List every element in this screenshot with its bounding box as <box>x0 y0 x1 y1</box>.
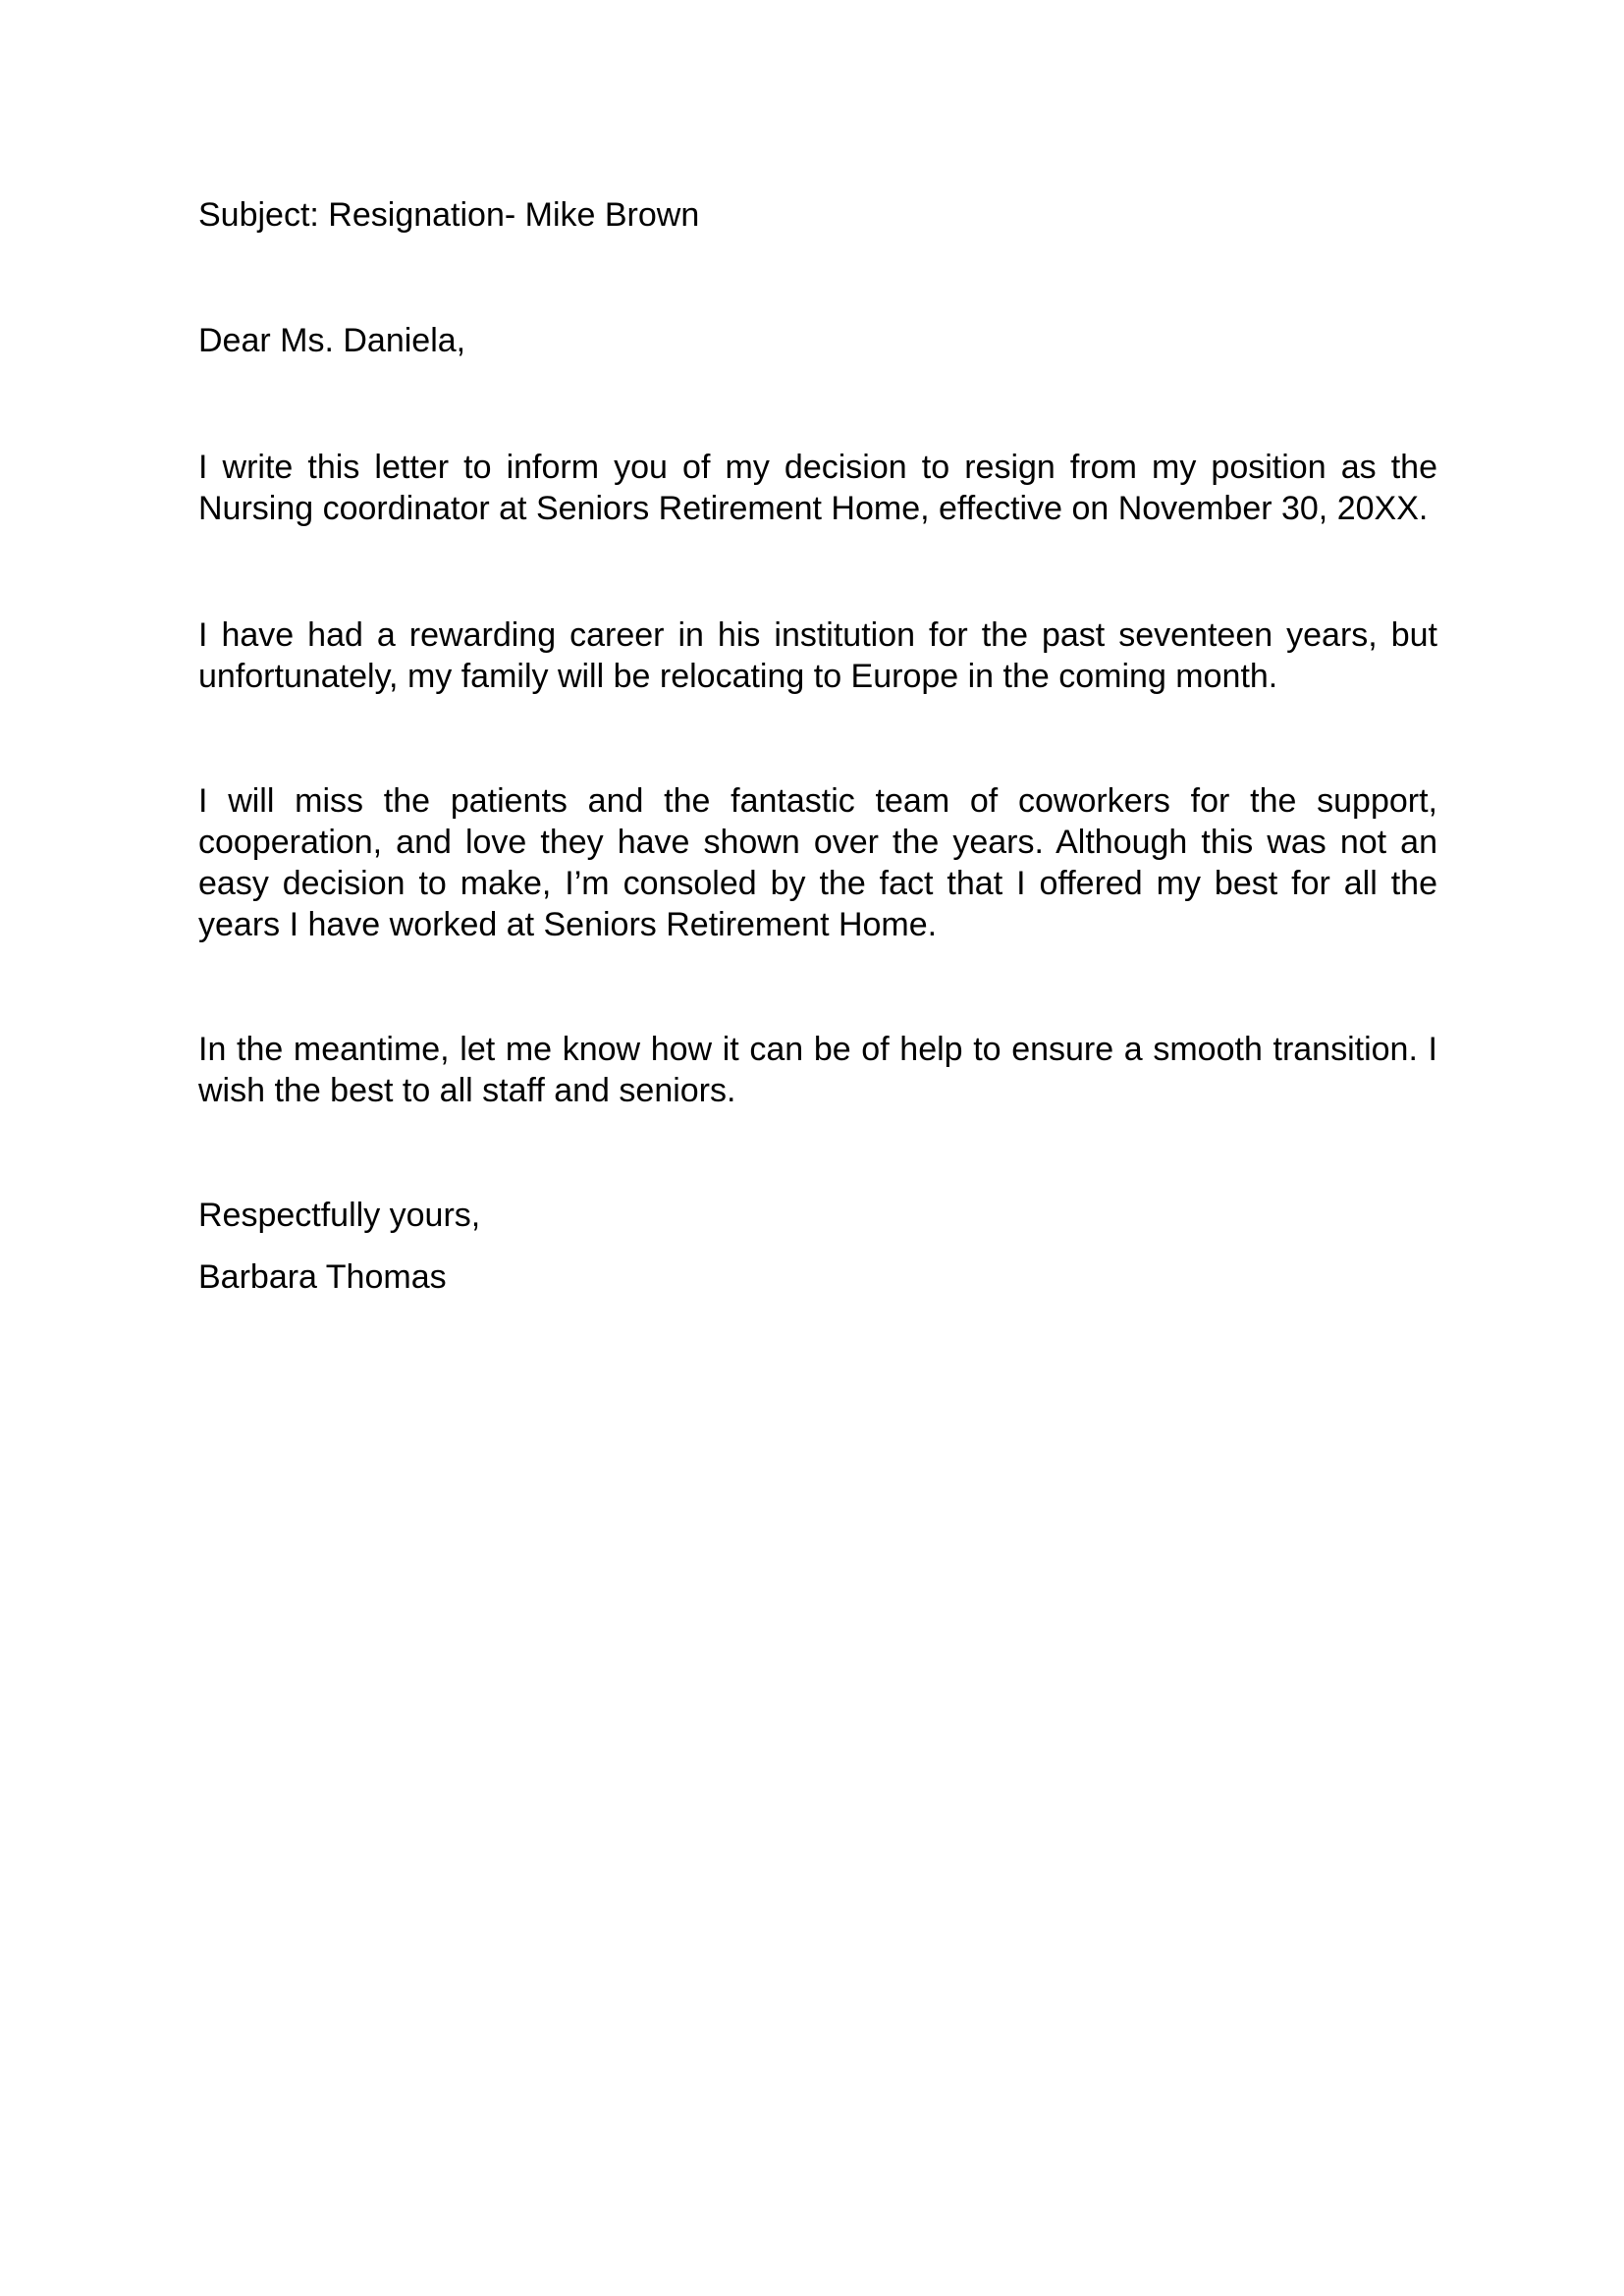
signature-name: Barbara Thomas <box>198 1258 447 1296</box>
body-paragraph-1: I write this letter to inform you of my decision to resign from my position as the Nursing coordinator at Seniors Retirement Home, effective on November 30, 20XX. <box>198 449 1437 527</box>
salutation: Dear Ms. Daniela, <box>198 322 466 359</box>
subject-line: Subject: Resignation- Mike Brown <box>198 196 700 234</box>
closing: Respectfully yours, <box>198 1197 481 1234</box>
body-paragraph-4: In the meantime, let me know how it can be of help to ensure a smooth transition. I wish the best to all staff and seniors. <box>198 1031 1437 1109</box>
body-paragraph-3: I will miss the patients and the fantastic team of coworkers for the support, cooperation, and love they have shown over the years. Although this was not an easy decision to make, I’m consoled by the fact that I offered my best for all the years I have worked at Seniors Retirement Home. <box>198 782 1437 943</box>
body-paragraph-2: I have had a rewarding career in his institution for the past seventeen years, but unfortunately, my family will be relocating to Europe in the coming month. <box>198 616 1437 695</box>
